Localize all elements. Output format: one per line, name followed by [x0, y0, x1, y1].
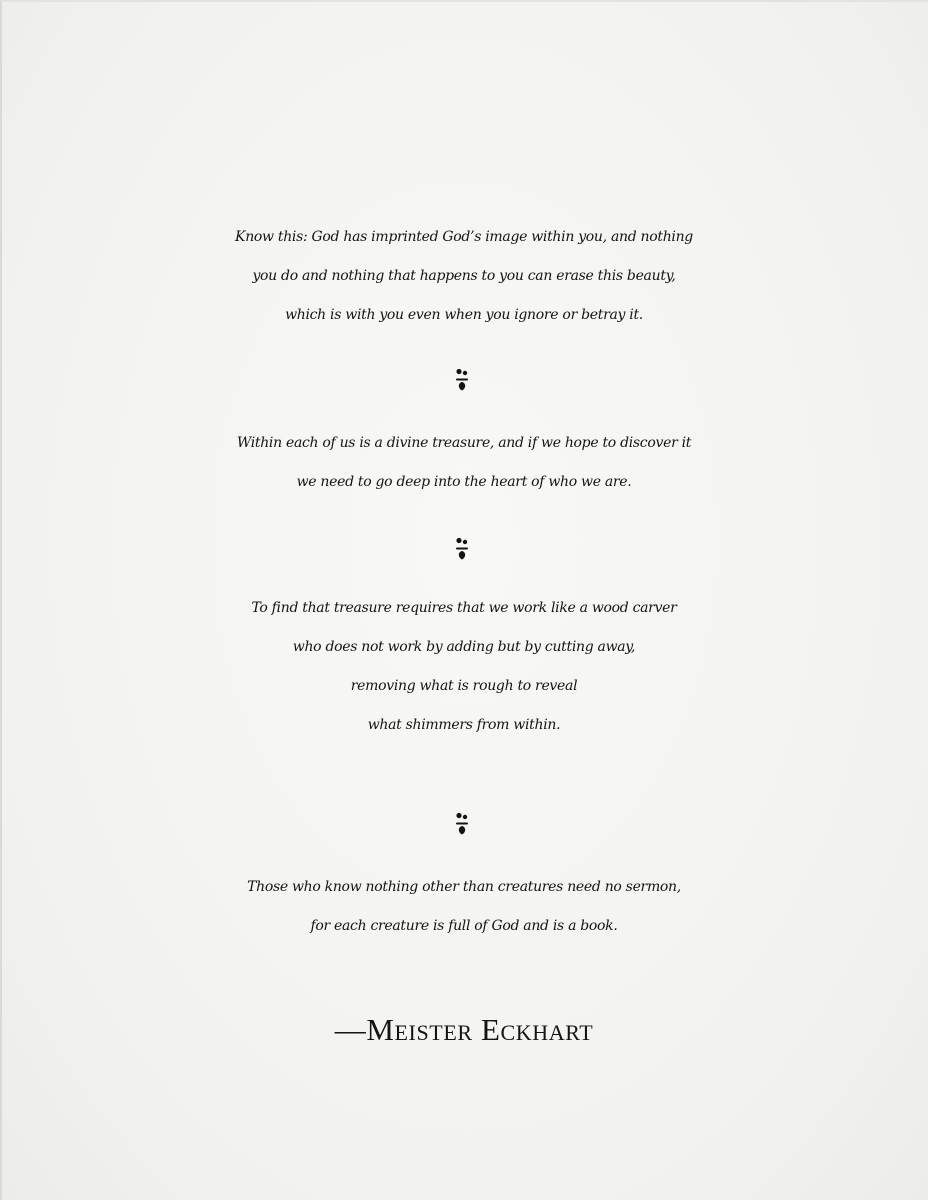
attribution: [0, 1012, 928, 1048]
quote-line: Those who know nothing other than creatures need no sermon,: [247, 879, 681, 895]
quote-line: Within each of us is a divine treasure, and if we hope to discover it: [236, 435, 692, 451]
quote-line: To find that treasure requires that we work like a wood carver: [251, 600, 677, 616]
quote-stanza-3: [0, 589, 928, 745]
quote-line: for each creature is full of God and is a book.: [310, 918, 618, 934]
quote-line: you do and nothing that happens to you can erase this beauty,: [252, 268, 676, 284]
quote-line: which is with you even when you ignore or betray it.: [285, 307, 643, 323]
quote-stanza-4: [0, 868, 928, 946]
fleuron-ornament-icon: [455, 537, 469, 561]
fleuron-ornament-icon: [455, 368, 469, 392]
fleuron-ornament-icon: [455, 812, 469, 836]
quote-stanza-1: [0, 218, 928, 335]
quote-line: what shimmers from within.: [367, 717, 561, 733]
quote-line: Know this: God has imprinted God’s image within you, and nothing: [235, 229, 693, 245]
quote-line: removing what is rough to reveal: [350, 678, 578, 694]
quote-line: we need to go deep into the heart of who we are.: [296, 474, 632, 490]
attribution-dash: —: [334, 1012, 367, 1047]
quote-stanza-2: [0, 424, 928, 502]
author-name: Meister Eckhart: [366, 1012, 594, 1047]
quote-line: who does not work by adding but by cutting away,: [292, 639, 636, 655]
